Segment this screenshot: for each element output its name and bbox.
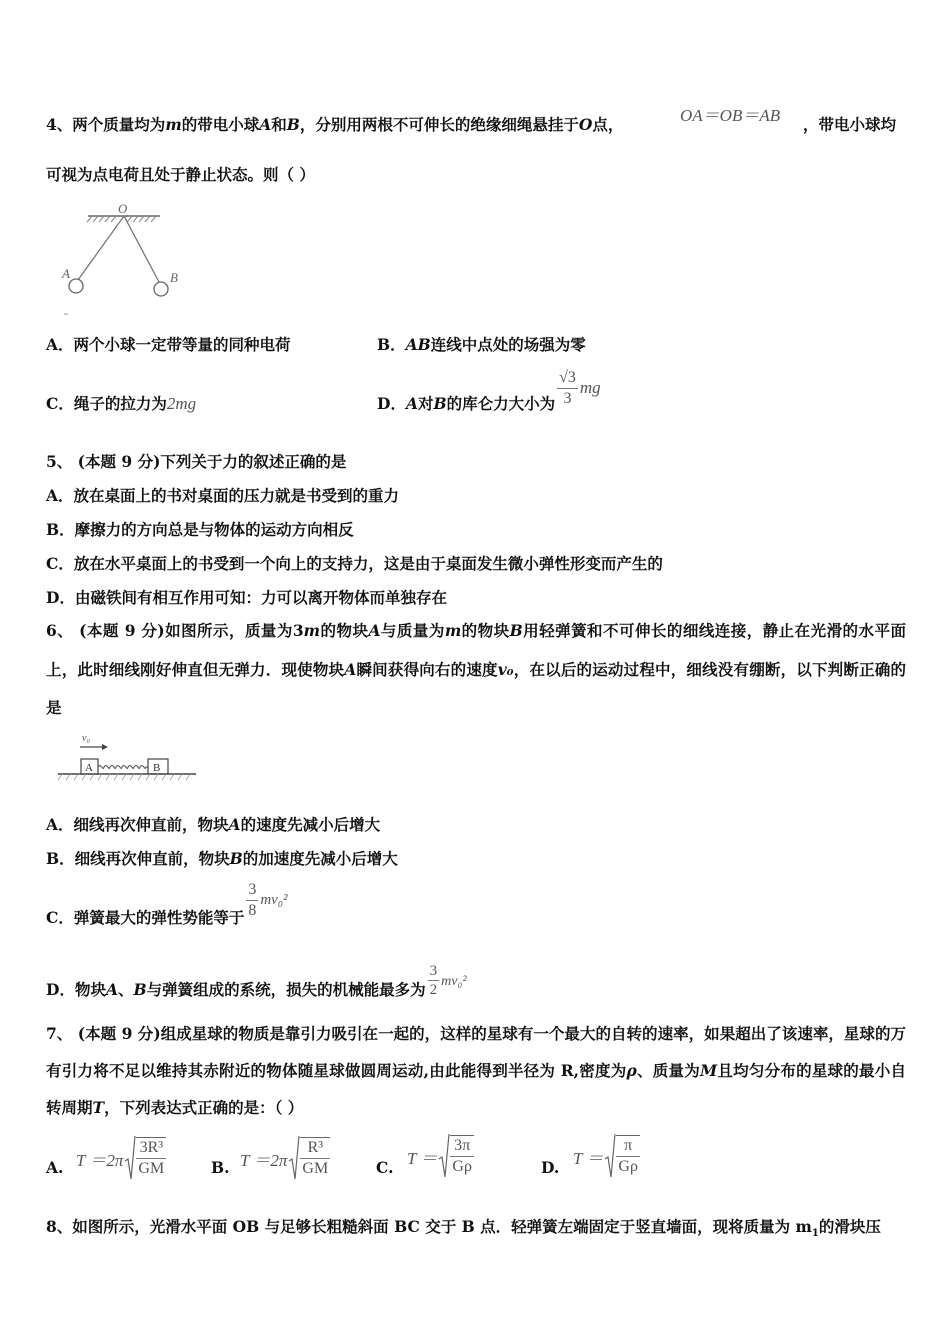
q7-option-d: D. xyxy=(541,1158,560,1177)
q6-option-b: B．细线再次伸直前，物块B的加速度先减小后增大 xyxy=(46,849,398,868)
q6-fig-label-B: B xyxy=(153,762,161,774)
q6-option-d-fraction: $\frac{3}{2}$ xyxy=(429,963,438,998)
q7-option-b-formula: T ＝2π $\frac{\text{R³}}{GM}$ xyxy=(240,1135,332,1181)
q4-option-a: A．两个小球一定带等量的同种电荷 xyxy=(46,335,291,354)
q4-equation: OA＝OB＝AB xyxy=(680,106,781,125)
q6-fig-label-A: A xyxy=(85,762,93,774)
q8-stem: 8、如图所示，光滑水平面 OB 与足够长粗糙斜面 BC 交于 B 点．轻弹簧左端固定于竖直墙面，现将质量为 $m_1$的滑块压 xyxy=(46,1217,881,1240)
q5-option-c: C．放在水平桌面上的书受到一个向上的支持力，这是由于桌面发生微小弹性形变而产生的 xyxy=(46,554,663,573)
q4-option-d: D．A对B的库仑力大小为 $\frac{√3}{3}$ mg xyxy=(377,369,601,413)
ball-A-circle xyxy=(69,279,83,293)
q7-stem: 7、 (本题 9 分)组成星球的物质是靠引力吸引在一起的，这样的星球有一个最大的自转的速率，如果超出了该速率，星球的万有引力将不足以维持其赤附近的物体随星球做圆周运动,由此能得到半径为 R,密度为ρ、质量为M且均匀分布的星球的最小自转周期T，下列表达式正确的是：（ ） xyxy=(46,1024,906,1117)
q5-option-a: A．放在桌面上的书对桌面的压力就是书受到的重力 xyxy=(46,486,400,505)
q7-option-a-formula: T ＝2π $\frac{\text{3R³}}{GM}$ xyxy=(76,1135,168,1181)
q7-option-a: A. xyxy=(46,1158,64,1177)
q4-stem-line1: 4、两个质量均为m的带电小球A和B，分别用两根不可伸长的绝缘细绳悬挂于O点， xyxy=(46,115,624,134)
q4-fig-label-A: A xyxy=(62,266,70,281)
q6-option-a: A．细线再次伸直前，物块A的速度先减小后增大 xyxy=(46,815,381,834)
q4-option-c: C．绳子的拉力为2mg xyxy=(46,394,197,413)
q7-option-d-formula: T ＝ $\frac{\pi}{G\rho}$ xyxy=(573,1133,642,1179)
q4-stem-line1-end: ，带电小球均 xyxy=(803,115,897,134)
q4-option-d-fraction: $\frac{√3}{3}$ xyxy=(559,369,576,407)
q5-option-d: D．由磁铁间有相互作用可知：力可以离开物体而单独存在 xyxy=(46,588,447,607)
q6-option-c: C．弹簧最大的弹性势能等于 $\frac{3}{8}$ mv₀² xyxy=(46,881,288,927)
q7-option-c-formula: T ＝ $\frac{3\pi}{G\rho}$ xyxy=(407,1133,476,1179)
q5-stem: 5、 (本题 9 分)下列关于力的叙述正确的是 xyxy=(46,452,347,471)
q6-figure xyxy=(56,728,198,784)
q6-fig-label-v0: v₀ xyxy=(82,733,90,744)
q4-figure xyxy=(58,198,188,318)
q4-stem-line2: 可视为点电荷且处于静止状态。则（ ） xyxy=(46,165,315,184)
ball-B-circle xyxy=(154,282,168,296)
q6-option-d: D．物块A、B与弹簧组成的系统，损失的机械能最多为 $\frac{3}{2}$ mv₀² xyxy=(46,963,467,999)
q4-option-b: B．AB连线中点处的场强为零 xyxy=(377,335,586,354)
q6-stem: 6、 (本题 9 分)如图所示，质量为3m的物块A与质量为m的物块B用轻弹簧和不可伸长的细线连接，静止在光滑的水平面上，此时细线刚好伸直但无弹力．现使物块A瞬间获得向右的速度v₀，在以后的运动过程中，细线没有绷断，以下判断正确的是 xyxy=(46,621,906,717)
q6-option-c-fraction: $\frac{3}{8}$ xyxy=(248,881,257,919)
q7-option-c: C. xyxy=(376,1158,394,1177)
rope-OA-line xyxy=(78,216,124,280)
q7-option-b: B. xyxy=(211,1158,230,1177)
rope-OB-line xyxy=(124,216,159,282)
spring xyxy=(98,766,148,769)
q4-fig-label-O: O xyxy=(118,201,128,216)
q5-option-b: B．摩擦力的方向总是与物体的运动方向相反 xyxy=(46,520,354,539)
q4-fig-label-B: B xyxy=(170,270,178,285)
